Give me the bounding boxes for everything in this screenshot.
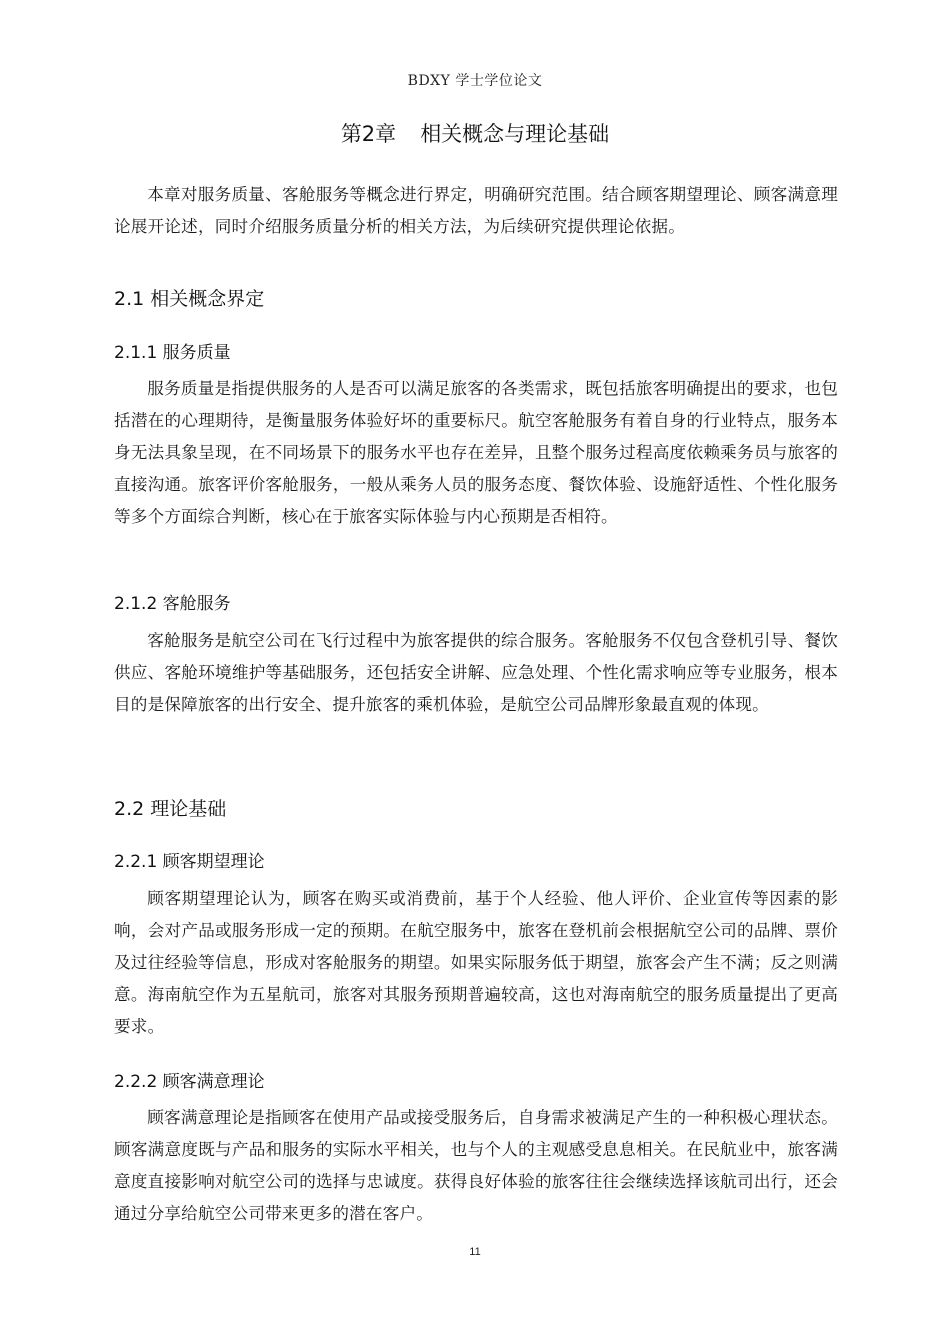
section-heading-2-1: 2.1 相关概念界定 [114,288,265,310]
paragraph-2-1-2: 客舱服务是航空公司在飞行过程中为旅客提供的综合服务。客舱服务不仅包含登机引导、餐饮供应、客舱环境维护等基础服务，还包括安全讲解、应急处理、个性化需求响应等专业服务，根本目的是保障旅客的出行安全、提升旅客的乘机体验，是航空公司品牌形象最直观的体现。 [114,631,838,714]
subsection-heading-2-2-1: 2.2.1 顾客期望理论 [114,852,265,872]
chapter-intro [114,179,838,243]
running-header: BDXY 学士学位论文 [407,73,543,89]
chapter-title [0,118,950,148]
subsection-heading-2-1-1: 2.1.1 服务质量 [114,343,231,363]
subsection-body-2-2-1 [114,883,838,1043]
paragraph-2-1-1: 服务质量是指提供服务的人是否可以满足旅客的各类需求，既包括旅客明确提出的要求，也包括潜在的心理期待，是衡量服务体验好坏的重要标尺。航空客舱服务有着自身的行业特点，服务本身无法具象呈现，在不同场景下的服务水平也存在差异，且整个服务过程高度依赖乘务员与旅客的直接沟通。旅客评价客舱服务，一般从乘务人员的服务态度、餐饮体验、设施舒适性、个性化服务等多个方面综合判断，核心在于旅客实际体验与内心预期是否相符。 [114,379,838,526]
page-number: 11 [469,1246,481,1258]
intro-paragraph: 本章对服务质量、客舱服务等概念进行界定，明确研究范围。结合顾客期望理论、顾客满意理论展开论述，同时介绍服务质量分析的相关方法，为后续研究提供理论依据。 [114,185,838,236]
subsection-body-2-2-2 [114,1102,838,1230]
chapter-number: 第2章 [340,122,397,146]
subsection-body-2-1-1 [114,373,838,533]
paragraph-2-2-2: 顾客满意理论是指顾客在使用产品或接受服务后，自身需求被满足产生的一种积极心理状态。顾客满意度既与产品和服务的实际水平相关，也与个人的主观感受息息相关。在民航业中，旅客满意度直接影响对航空公司的选择与忠诚度。获得良好体验的旅客往往会继续选择该航司出行，还会通过分享给航空公司带来更多的潜在客户。 [114,1108,838,1223]
subsection-body-2-1-2 [114,625,838,721]
subsection-heading-2-1-2: 2.1.2 客舱服务 [114,594,231,614]
subsection-heading-2-2-2: 2.2.2 顾客满意理论 [114,1072,265,1092]
chapter-title-text: 相关概念与理论基础 [420,122,610,146]
section-heading-2-2: 2.2 理论基础 [114,798,227,820]
paragraph-2-2-1: 顾客期望理论认为，顾客在购买或消费前，基于个人经验、他人评价、企业宣传等因素的影响，会对产品或服务形成一定的预期。在航空服务中，旅客在登机前会根据航空公司的品牌、票价及过往经验等信息，形成对客舱服务的期望。如果实际服务低于期望，旅客会产生不满；反之则满意。海南航空作为五星航司，旅客对其服务预期普遍较高，这也对海南航空的服务质量提出了更高要求。 [114,889,838,1036]
